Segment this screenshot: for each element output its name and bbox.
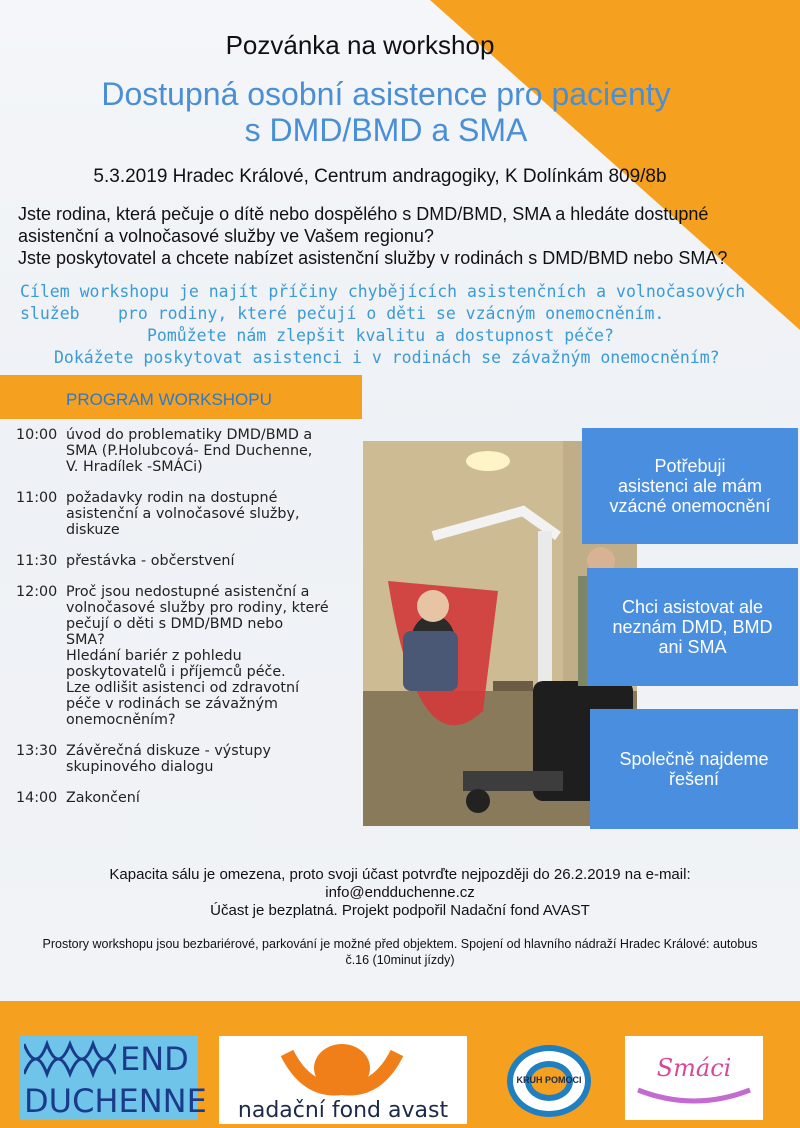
dna-icon — [24, 1039, 116, 1079]
end-duchenne-word-duchenne: DUCHENNE — [24, 1082, 207, 1120]
agenda-time: 10:00 — [16, 427, 58, 443]
question-line-2: asistenční a volnočasové služby ve Vašem regionu? — [18, 226, 434, 246]
agenda-item — [16, 427, 366, 475]
logos-bar — [0, 1001, 800, 1128]
agenda-time: 13:30 — [16, 743, 58, 759]
agenda-desc: Proč jsou nedostupné asistenční a volnočasové služby pro rodiny, které pečují o děti s DMD/BMD nebo SMA? Hledání bariér z pohledu poskytovatelů i příjemců péče. Lze odlišit asistenci od zdravotní péče v rodinách se závažným onemocněním? — [66, 584, 329, 728]
agenda-desc: Zakončení — [66, 790, 140, 806]
avast-foundation-logo — [219, 1036, 467, 1124]
smile-curve-icon — [634, 1086, 754, 1108]
agenda-list — [16, 427, 366, 821]
smaci-name: Smáci — [656, 1054, 732, 1082]
agenda-time: 11:30 — [16, 553, 58, 569]
date-place: 5.3.2019 Hradec Králové, Centrum andragogiky, K Dolínkám 809/8b — [93, 166, 667, 187]
kruh-pomoci-logo — [503, 1041, 595, 1121]
program-title: PROGRAM WORKSHOPU — [66, 390, 272, 409]
question-line-3: Jste poskytovatel a chcete nabízet asistenční služby v rodinách s DMD/BMD nebo SMA? — [18, 248, 728, 268]
goal-line-2: pro rodiny, které pečují o děti se vzácným onemocněním. — [118, 304, 665, 323]
kruh-pomoci-label: KRUH POMOCI — [516, 1075, 582, 1085]
agenda-item — [16, 584, 366, 728]
agenda-item — [16, 790, 366, 806]
title-line-2: s DMD/BMD a SMA — [244, 112, 528, 148]
agenda-item — [16, 490, 366, 538]
workshop-title — [0, 76, 772, 148]
agenda-desc: Závěrečná diskuze - výstupy skupinového dialogu — [66, 743, 271, 775]
info-box-solution: Společně najdeme řešení — [590, 709, 798, 829]
info-box-patient: Potřebuji asistenci ale mám vzácné onemocnění — [582, 428, 798, 544]
title-line-1: Dostupná osobní asistence pro pacienty — [101, 76, 671, 112]
question-line-1: Jste rodina, která pečuje o dítě nebo dospělého s DMD/BMD, SMA a hledáte dostupné — [18, 204, 709, 224]
info-box-assistant: Chci asistovat ale neznám DMD, BMD ani SMA — [587, 568, 798, 686]
agenda-item — [16, 743, 366, 775]
goal-line-4: Dokážete poskytovat asistenci i v rodinách se závažným onemocněním? — [54, 348, 720, 367]
agenda-time: 14:00 — [16, 790, 58, 806]
agenda-time: 12:00 — [16, 584, 58, 600]
avast-foundation-name: nadační fond avast — [237, 1098, 449, 1123]
goal-line-3: Pomůžete nám zlepšit kvalitu a dostupnost péče? — [147, 326, 614, 345]
invite-heading: Pozvánka na workshop — [225, 30, 495, 60]
venue-note-2: č.16 (10minut jízdy) — [345, 953, 455, 967]
agenda-item — [16, 553, 366, 569]
goal-line-1: Cílem workshopu je najít příčiny chybějících asistenčních a volnočasových služeb — [20, 282, 746, 323]
smaci-logo — [625, 1036, 763, 1120]
agenda-desc: přestávka - občerstvení — [66, 553, 235, 569]
agenda-time: 11:00 — [16, 490, 58, 506]
free-note: Účast je bezplatná. Projekt podpořil Nadační fond AVAST — [210, 902, 590, 919]
avast-figure-icon — [277, 1038, 407, 1100]
end-duchenne-logo — [20, 1036, 207, 1120]
capacity-note: Kapacita sálu je omezena, proto svoji účast potvrďte nejpozději do 26.2.2019 na e-mail: — [109, 866, 691, 883]
end-duchenne-word-end: END — [120, 1040, 189, 1078]
agenda-desc: požadavky rodin na dostupné asistenční a volnočasové služby, diskuze — [66, 490, 300, 538]
agenda-desc: úvod do problematiky DMD/BMD a SMA (P.Holubcová- End Duchenne, V. Hradílek -SMÁCi) — [66, 427, 313, 475]
contact-email[interactable]: info@endduchenne.cz — [325, 884, 475, 901]
venue-note-1: Prostory workshopu jsou bezbariérové, parkování je možné před objektem. Spojení od hlavního nádraží Hradec Králové: autobus — [42, 937, 758, 951]
